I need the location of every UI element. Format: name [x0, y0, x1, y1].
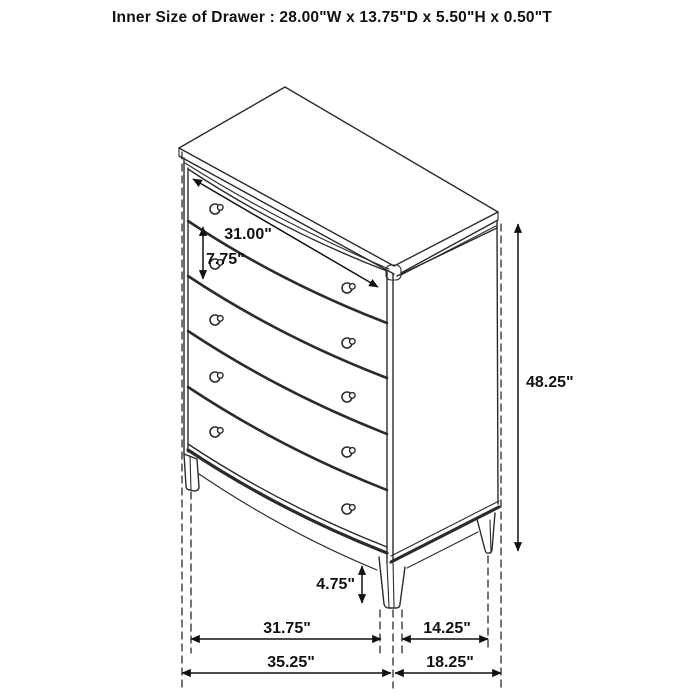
dim-label-leg-height: 4.75" — [316, 576, 355, 593]
dim-label-drawer-front-width: 31.00" — [224, 226, 272, 243]
drawer-knob — [210, 315, 223, 325]
dimensions — [182, 179, 574, 673]
dim-side-depth-between-legs — [402, 620, 488, 639]
page-title: Inner Size of Drawer : 28.00"W x 13.75"D x 5.50"H x 0.50"T — [112, 9, 552, 26]
dim-label-overall-depth: 18.25" — [426, 654, 474, 671]
drawer-knob — [342, 338, 355, 348]
drawer-knob — [210, 204, 223, 214]
dim-label-overall-height: 48.25" — [526, 374, 574, 391]
dim-front-width-between-legs — [191, 620, 381, 639]
dim-label-overall-width: 35.25" — [267, 654, 315, 671]
drawer-knob — [342, 447, 355, 457]
drawer-knob — [210, 372, 223, 382]
drawer-fronts — [188, 169, 387, 553]
dim-leg-height — [316, 566, 362, 603]
drawer-knob — [342, 283, 355, 293]
dim-label-drawer-front-height: 7.75" — [206, 251, 245, 268]
dim-overall-depth — [395, 654, 501, 673]
drawer-knob — [342, 392, 355, 402]
drawer-knob — [210, 427, 223, 437]
dim-overall-height — [518, 224, 574, 551]
dim-overall-width — [182, 654, 391, 673]
dim-label-side-depth-between-legs: 14.25" — [423, 620, 471, 637]
dim-label-front-width-between-legs: 31.75" — [263, 620, 311, 637]
drawer-knob — [342, 504, 355, 514]
dim-drawer-front-width — [193, 179, 378, 287]
